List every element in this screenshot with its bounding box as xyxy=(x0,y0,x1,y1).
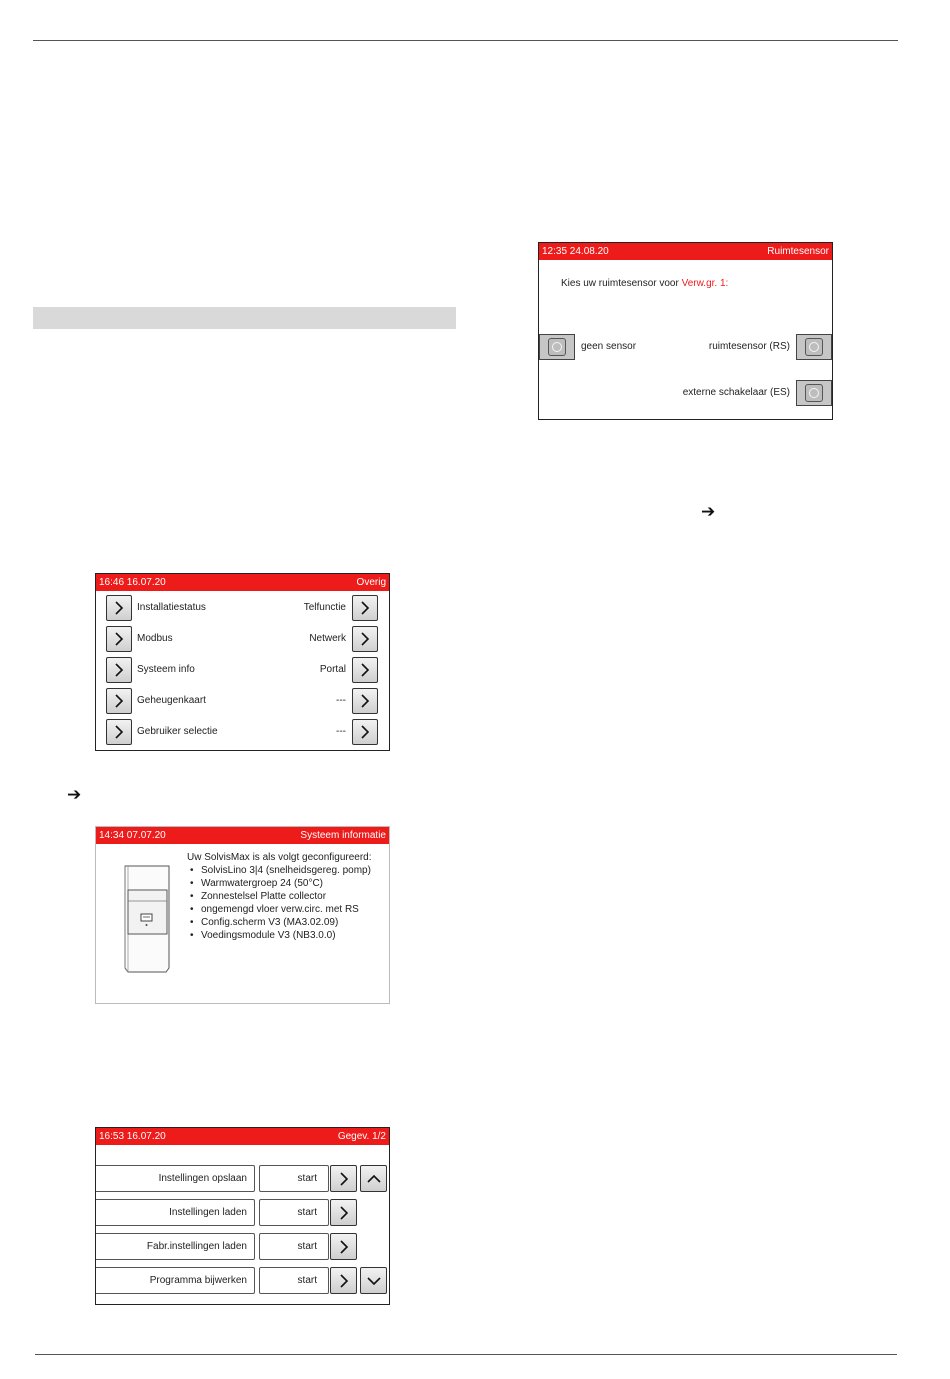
row-label: --- xyxy=(336,726,346,737)
row-label-field: Fabr.instellingen laden xyxy=(95,1233,255,1260)
chevron-right-icon xyxy=(359,694,371,708)
config-list xyxy=(187,864,372,942)
list-item: • SolvisLino 3|4 (snelheidsgereg. pomp) xyxy=(201,864,372,877)
chevron-right-icon xyxy=(338,1240,350,1254)
chevron-down-icon xyxy=(367,1275,381,1287)
radio-geen-sensor[interactable] xyxy=(539,334,575,360)
chevron-right-icon xyxy=(113,601,125,615)
start-button[interactable]: start xyxy=(259,1267,329,1294)
row-label: Gebruiker selectie xyxy=(137,726,218,737)
option-rs-label: ruimtesensor (RS) xyxy=(708,341,790,352)
title-bar xyxy=(96,827,389,844)
radio-externe-schakelaar[interactable] xyxy=(796,380,832,406)
ruimtesensor-screen xyxy=(538,242,833,420)
empty-slot-button[interactable] xyxy=(352,688,378,714)
option-geen-sensor-label: geen sensor xyxy=(581,341,637,352)
row-label: --- xyxy=(336,695,346,706)
gegevens-screen xyxy=(95,1127,390,1305)
telfunctie-button[interactable] xyxy=(352,595,378,621)
solvismax-device-icon xyxy=(122,863,172,975)
title-bar xyxy=(96,1128,389,1145)
chevron-right-icon xyxy=(338,1274,350,1288)
list-item: • Config.scherm V3 (MA3.02.09) xyxy=(201,916,372,929)
confirm-button[interactable] xyxy=(330,1233,357,1260)
empty-slot-button[interactable] xyxy=(352,719,378,745)
overig-screen xyxy=(95,573,390,751)
group-highlight: Verw.gr. 1: xyxy=(681,278,729,289)
chevron-right-icon xyxy=(338,1206,350,1220)
confirm-button[interactable] xyxy=(330,1267,357,1294)
chevron-right-icon xyxy=(113,663,125,677)
title-bar xyxy=(539,243,832,260)
list-item: • ongemengd vloer verw.circ. met RS xyxy=(201,903,372,916)
chevron-right-icon xyxy=(113,725,125,739)
confirm-button[interactable] xyxy=(330,1165,357,1192)
row-label: Telfunctie xyxy=(303,602,346,613)
row-label-field: Instellingen laden xyxy=(95,1199,255,1226)
system-configuration xyxy=(187,851,372,942)
radio-ruimtesensor-rs[interactable] xyxy=(796,334,832,360)
chevron-right-icon xyxy=(338,1172,350,1186)
clock: 12:35 24.08.20 xyxy=(542,246,609,257)
bottom-rule xyxy=(35,1354,897,1355)
row-label-field: Instellingen opslaan xyxy=(95,1165,255,1192)
row-label: Modbus xyxy=(137,633,173,644)
gebruiker-selectie-button[interactable] xyxy=(106,719,132,745)
screen-title: Overig xyxy=(356,577,386,588)
chevron-up-icon xyxy=(367,1173,381,1185)
list-item: • Voedingsmodule V3 (NB3.0.0) xyxy=(201,929,372,942)
systeem-informatie-screen xyxy=(95,826,390,1004)
arrow-right-icon: ➔ xyxy=(701,502,716,521)
row-label: Systeem info xyxy=(137,664,195,675)
row-label: Installatiestatus xyxy=(137,602,206,613)
row-label: Portal xyxy=(319,664,346,675)
arrow-right-icon: ➔ xyxy=(67,785,82,804)
list-item: • Warmwatergroep 24 (50°C) xyxy=(201,877,372,890)
option-es-label: externe schakelaar (ES) xyxy=(682,387,790,398)
title-bar xyxy=(96,574,389,591)
start-button[interactable]: start xyxy=(259,1233,329,1260)
clock: 16:46 16.07.20 xyxy=(99,577,166,588)
systeem-info-button[interactable] xyxy=(106,657,132,683)
chevron-right-icon xyxy=(113,632,125,646)
netwerk-button[interactable] xyxy=(352,626,378,652)
start-button[interactable]: start xyxy=(259,1165,329,1192)
top-rule xyxy=(33,40,898,41)
system-intro: Uw SolvisMax is als volgt geconfigureerd: xyxy=(187,852,372,863)
confirm-button[interactable] xyxy=(330,1199,357,1226)
list-item: • Zonnestelsel Platte collector xyxy=(201,890,372,903)
chevron-right-icon xyxy=(359,632,371,646)
radio-circle-icon xyxy=(805,384,823,402)
modbus-button[interactable] xyxy=(106,626,132,652)
installatiestatus-button[interactable] xyxy=(106,595,132,621)
row-label-field: Programma bijwerken xyxy=(95,1267,255,1294)
screen-title: Gegev. 1/2 xyxy=(337,1131,386,1142)
start-button[interactable]: start xyxy=(259,1199,329,1226)
row-label: Netwerk xyxy=(309,633,346,644)
chevron-right-icon xyxy=(359,601,371,615)
geheugenkaart-button[interactable] xyxy=(106,688,132,714)
screen-title: Ruimtesensor xyxy=(767,246,829,257)
clock: 16:53 16.07.20 xyxy=(99,1131,166,1142)
row-label: Geheugenkaart xyxy=(137,695,206,706)
chevron-right-icon xyxy=(113,694,125,708)
chevron-right-icon xyxy=(359,725,371,739)
scroll-down-button[interactable] xyxy=(360,1267,387,1294)
prompt-text: Kies uw ruimtesensor voor Verw.gr. 1: xyxy=(561,278,729,289)
section-bar xyxy=(33,307,456,329)
screen-title: Systeem informatie xyxy=(300,830,386,841)
portal-button[interactable] xyxy=(352,657,378,683)
clock: 14:34 07.07.20 xyxy=(99,830,166,841)
radio-circle-icon xyxy=(805,338,823,356)
radio-circle-icon xyxy=(548,338,566,356)
chevron-right-icon xyxy=(359,663,371,677)
scroll-up-button[interactable] xyxy=(360,1165,387,1192)
